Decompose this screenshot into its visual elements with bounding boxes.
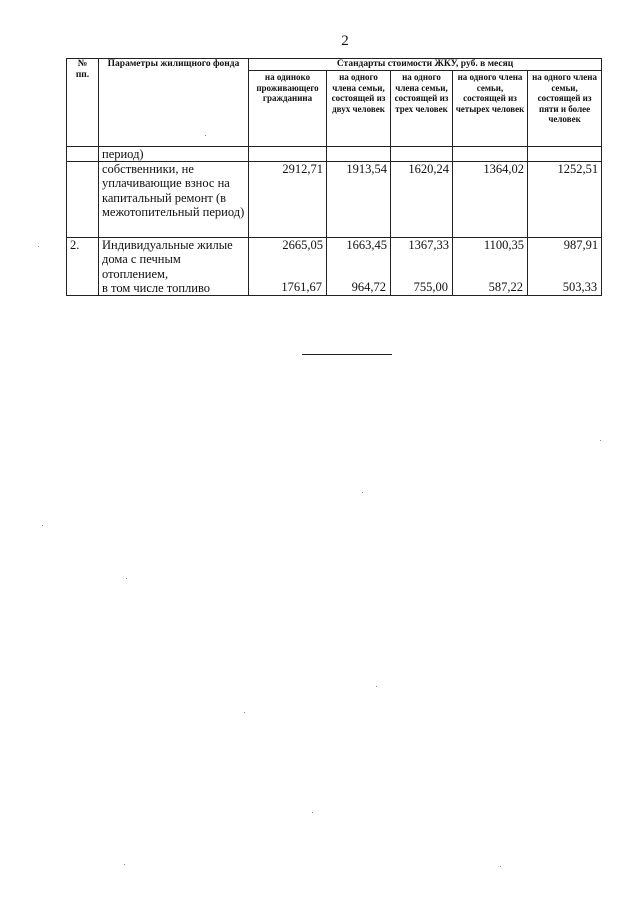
scan-speck — [362, 492, 363, 493]
header-params: Параметры жилищного фонда — [99, 59, 249, 147]
row-sub-value: 503,33 — [562, 280, 598, 294]
scan-speck — [244, 712, 245, 713]
table-row-continuation — [67, 147, 602, 162]
row-value-cell — [453, 238, 528, 296]
row-value: 1663,45 — [346, 238, 387, 253]
housing-cost-standards-table — [66, 58, 602, 296]
table-row — [67, 238, 602, 296]
row-value-cell — [391, 238, 453, 296]
row-params-sub: в том числе топливо — [102, 280, 211, 295]
scan-speck — [124, 864, 125, 865]
row-value: 2912,71 — [249, 162, 327, 238]
header-standards-group: Стандарты стоимости ЖКУ, руб. в месяц — [249, 59, 602, 71]
scan-speck — [42, 525, 43, 526]
row-sub-value: 1761,67 — [281, 280, 322, 294]
scan-speck — [126, 578, 127, 579]
row-value-cell — [249, 238, 327, 296]
header-col-2: на одного члена семьи, состоящей из двух человек — [327, 71, 391, 147]
row-value: 1367,33 — [408, 238, 449, 253]
header-col-1: на одиноко проживающего гражданина — [249, 71, 327, 147]
scan-speck — [312, 812, 313, 813]
scan-speck — [376, 686, 377, 687]
page-number: 2 — [341, 33, 349, 49]
row-value: 1620,24 — [391, 162, 453, 238]
row-sub-value: 587,22 — [488, 280, 523, 294]
scan-speck — [500, 866, 501, 867]
scan-speck — [205, 135, 206, 136]
scan-speck — [600, 440, 601, 441]
row-value: 2665,05 — [282, 238, 323, 253]
header-col-4: на одного члена семьи, состоящей из четырех человек — [453, 71, 528, 147]
row-value: 987,91 — [563, 238, 599, 253]
row-num: 2. — [67, 238, 99, 296]
row-sub-value: 755,00 — [413, 280, 448, 294]
row-sub-value: 964,72 — [351, 280, 386, 294]
row-value: 1100,35 — [483, 238, 524, 253]
row-num — [67, 162, 99, 238]
row-params-main: Индивидуальные жилые дома с печным отоплением, — [102, 238, 233, 281]
header-num: № пп. — [67, 59, 99, 147]
row-params — [99, 238, 249, 296]
end-divider-line — [302, 354, 392, 355]
row-value: 1252,51 — [528, 162, 602, 238]
row-value-cell — [327, 238, 391, 296]
header-row-top — [67, 59, 602, 71]
header-col-3: на одного члена семьи, состоящей из трех человек — [391, 71, 453, 147]
header-col-5: на одного члена семьи, состоящей из пяти и более человек — [528, 71, 602, 147]
row-value: 1913,54 — [327, 162, 391, 238]
scan-speck — [38, 246, 39, 247]
row-value-cell — [528, 238, 602, 296]
continuation-text: период) — [99, 147, 249, 162]
table-row — [67, 162, 602, 238]
row-params: собственники, не уплачивающие взнос на капитальный ремонт (в межотопительный период) — [99, 162, 249, 238]
row-value: 1364,02 — [453, 162, 528, 238]
